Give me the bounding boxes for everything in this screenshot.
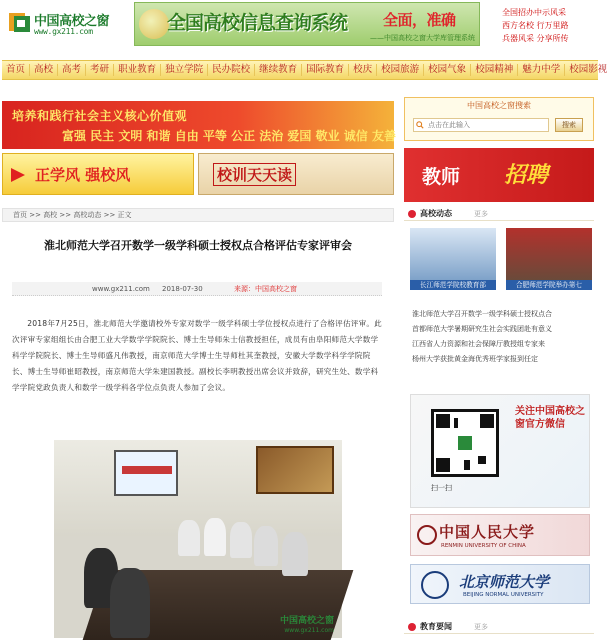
site-search [404,97,594,141]
nav-item[interactable]: 国际教育 [302,64,349,76]
person-figure [282,532,308,576]
header-link[interactable]: 西方名校 行万里路 [502,21,569,30]
breadcrumb[interactable]: 首页 >> 高校 >> 高校动态 >> 正文 [2,208,394,222]
bnu-name: 北京师范大学 [459,573,550,591]
article-body [12,316,386,396]
header-banner[interactable] [134,2,480,46]
ruc-banner[interactable] [410,514,590,556]
main-nav [2,60,608,80]
article-photo [54,440,342,638]
news-more-link[interactable]: 更多 [474,210,488,218]
ruc-name: 中国人民大学 [439,523,536,541]
header-link[interactable]: 全国招办中示风采 [502,8,566,17]
news-heading [404,207,594,221]
university-seal-icon [417,525,437,545]
thumb-caption: 合肥师范学院举办第七 [506,280,592,290]
article-date: 2018-07-30 [162,285,203,293]
header-link[interactable]: 兵器风采 分享所传 [502,34,569,43]
search-title: 中国高校之窗搜索 [467,101,531,110]
article-source: 来源：中国高校之窗 [234,285,297,293]
bnu-english: BEIJING NORMAL UNIVERSITY [463,592,544,598]
qr-scan-label: 扫一扫 [431,484,452,492]
xuefeng-text: 正学风 强校风 [35,166,131,184]
edu-news-heading [404,620,594,634]
nav-item[interactable]: 魅力中学 [518,64,565,76]
article-site: www.gx211.com [92,285,150,293]
teacher-hiring-banner[interactable] [404,148,594,202]
xiaoxun-banner[interactable] [198,153,394,195]
news-thumb[interactable] [506,228,592,290]
nav-item[interactable]: 考研 [86,64,114,76]
arrow-icon [11,168,25,182]
bnu-banner[interactable] [410,564,590,604]
globe-icon [139,9,169,39]
header-links [502,6,598,45]
thumb-image [506,228,592,280]
nav-item[interactable]: 校园气象 [424,64,471,76]
hiring-text-2: 招聘 [504,163,549,188]
logo-icon [8,10,32,34]
thumb-caption: 长江师范学院校教育部 [410,280,496,290]
nav-item[interactable]: 独立学院 [161,64,208,76]
nav-item[interactable]: 校园影视 [569,64,608,75]
nav-item[interactable]: 高考 [58,64,86,76]
edu-more-link[interactable]: 更多 [474,623,488,631]
person-figure [254,526,278,566]
photo-watermark-url: www.gx211.com [284,627,334,634]
core-values-banner[interactable] [2,101,394,149]
person-figure [178,520,200,556]
person-figure [230,522,252,558]
search-icon [416,121,424,129]
xiaoxun-text: 校训天天读 [213,163,296,186]
article-meta [12,282,382,296]
search-button[interactable]: 搜索 [555,118,583,132]
header-banner-sub: ——中国高校之窗大学库管理系统 [370,34,475,42]
core-values-line2: 富强 民主 文明 和谐 自由 平等 公正 法治 爱国 敬业 诚信 友善 [62,129,396,143]
article-paragraph: 2018年7月25日，淮北师范大学邀请校外专家对数学一级学科硕士学位授权点进行了合格评估评审。此次评审专家组组长由合肥工业大学数学学院院长、博士生导师朱士信教授担任，成员有由阜阳师范大学数学科学学院院长、博士生导师盛凡伟教授，南京师范大学博士生导师杜其奎教授，安徽大学数学科学学院院长、博士生导师崔昭教授，南京师范大学朱建国教授。副校长李明教授出席会议并致辞，研究生处、数学科学学院党政负责人和数学一级学科各学位点负责人参加了会议。 [12,319,382,392]
nav-item[interactable]: 继续教育 [255,64,302,76]
edu-heading-title: 教育要闻 [420,622,452,631]
bullet-icon [408,623,416,631]
news-thumb[interactable] [410,228,496,290]
wall-painting [256,446,334,494]
nav-item[interactable]: 民办院校 [208,64,255,76]
bullet-icon [408,210,416,218]
news-list [412,307,594,367]
ruc-english: RENMIN UNIVERSITY OF CHINA [441,543,526,549]
projection-screen [114,450,178,496]
list-item[interactable]: 淮北师范大学召开数学一级学科硕士授权点合 [412,310,552,318]
nav-item[interactable]: 校庆 [349,64,377,76]
photo-watermark: 中国高校之窗 [279,616,334,626]
qr-title: 关注中国高校之窗官方微信 [515,406,585,430]
xuefeng-banner[interactable] [2,153,194,195]
list-item[interactable]: 杨州大学获批黄金海优秀班学家报到任定 [412,355,538,363]
qr-code-icon [431,409,499,477]
nav-item[interactable]: 首页 [2,64,30,76]
wechat-qr-banner[interactable] [410,394,590,508]
header-banner-title: 全国高校信息查询系统 [167,12,348,34]
core-values-line1: 培养和践行社会主义核心价值观 [12,109,188,123]
university-seal-icon [421,571,449,599]
nav-item[interactable]: 校园精神 [471,64,518,76]
nav-item[interactable]: 职业教育 [114,64,161,76]
nav-item[interactable]: 高校 [30,64,58,76]
logo-url: www.gx211.com [34,27,93,36]
thumb-image [410,228,496,280]
person-figure [204,518,226,556]
logo-name: 中国高校之窗 [34,14,110,29]
list-item[interactable]: 江西省人力资源和社会保障厅教授组专家来 [412,340,545,348]
search-input[interactable] [413,118,549,132]
site-logo[interactable] [8,6,124,40]
header-banner-slogan: 全面，准确 [383,11,456,29]
person-figure [110,568,150,638]
list-item[interactable]: 首都师范大学暑期研究生社会实践团赴有意义 [412,325,552,333]
article-title: 淮北师范大学召开数学一级学科硕士授权点合格评估专家评审会 [44,239,352,252]
nav-item[interactable]: 校园旅游 [377,64,424,76]
news-heading-title: 高校动态 [420,209,452,218]
hiring-text-1: 教师 [422,166,461,188]
